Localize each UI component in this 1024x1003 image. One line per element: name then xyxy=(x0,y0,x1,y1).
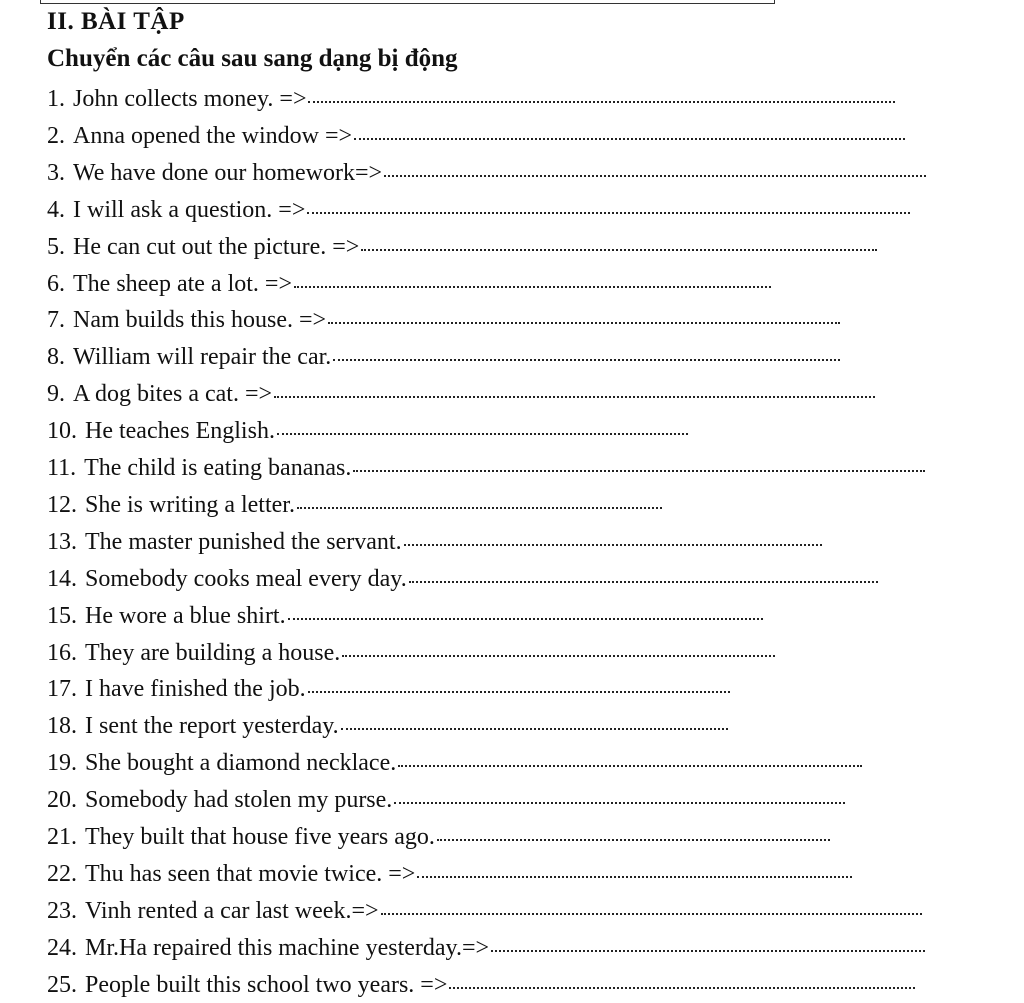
exercise-item xyxy=(47,197,910,227)
exercise-sentence: The child is eating bananas. xyxy=(84,455,352,481)
exercise-item xyxy=(47,750,862,780)
exercise-sentence: They are building a house. xyxy=(85,640,341,666)
exercise-item xyxy=(47,307,840,337)
section-title: II. BÀI TẬP xyxy=(47,8,185,35)
exercise-number: 5. xyxy=(47,234,65,260)
exercise-item xyxy=(47,824,830,854)
answer-blank xyxy=(341,728,728,730)
exercise-sentence: Thu has seen that movie twice. => xyxy=(85,861,416,887)
answer-blank xyxy=(361,249,877,251)
exercise-number: 12. xyxy=(47,492,77,518)
exercise-sentence: Vinh rented a car last week.=> xyxy=(85,898,379,924)
answer-blank xyxy=(274,396,875,398)
exercise-number: 7. xyxy=(47,307,65,333)
exercise-number: 11. xyxy=(47,455,77,481)
answer-blank xyxy=(308,101,895,103)
exercise-item xyxy=(47,566,878,596)
answer-blank xyxy=(354,138,905,140)
exercise-sentence: People built this school two years. => xyxy=(85,972,448,998)
exercise-sentence: Mr.Ha repaired this machine yesterday.=> xyxy=(85,935,490,961)
exercise-number: 6. xyxy=(47,271,65,297)
exercise-number: 23. xyxy=(47,898,77,924)
exercise-item xyxy=(47,972,915,1002)
exercise-item xyxy=(47,418,688,448)
answer-blank xyxy=(288,618,763,620)
answer-blank xyxy=(491,950,925,952)
answer-blank xyxy=(308,691,730,693)
answer-blank xyxy=(353,470,925,472)
exercise-sentence: Somebody had stolen my purse. xyxy=(85,787,393,813)
exercise-sentence: I will ask a question. => xyxy=(73,197,306,223)
exercise-number: 15. xyxy=(47,603,77,629)
exercise-item xyxy=(47,86,895,116)
exercise-sentence: They built that house five years ago. xyxy=(85,824,435,850)
exercise-number: 18. xyxy=(47,713,77,739)
exercise-item xyxy=(47,123,905,153)
exercise-item xyxy=(47,935,925,965)
exercise-item xyxy=(47,381,875,411)
exercise-sentence: He teaches English. xyxy=(85,418,275,444)
exercise-sentence: The master punished the servant. xyxy=(85,529,402,555)
answer-blank xyxy=(342,655,775,657)
exercise-item xyxy=(47,787,845,817)
exercise-number: 4. xyxy=(47,197,65,223)
exercise-number: 25. xyxy=(47,972,77,998)
exercise-item xyxy=(47,160,926,190)
answer-blank xyxy=(307,212,910,214)
exercise-sentence: Anna opened the window => xyxy=(73,123,353,149)
exercise-sentence: He can cut out the picture. => xyxy=(73,234,360,260)
exercise-sentence: We have done our homework=> xyxy=(73,160,383,186)
answer-blank xyxy=(328,322,840,324)
exercise-number: 10. xyxy=(47,418,77,444)
exercise-sentence: She is writing a letter. xyxy=(85,492,295,518)
exercise-number: 8. xyxy=(47,344,65,370)
instruction-heading: Chuyển các câu sau sang dạng bị động xyxy=(47,45,458,72)
answer-blank xyxy=(294,286,771,288)
exercise-sentence: A dog bites a cat. => xyxy=(73,381,273,407)
exercise-number: 22. xyxy=(47,861,77,887)
exercise-item xyxy=(47,676,730,706)
answer-blank xyxy=(398,765,862,767)
exercise-item xyxy=(47,861,852,891)
exercise-item xyxy=(47,492,662,522)
exercise-sentence: William will repair the car. xyxy=(73,344,332,370)
exercise-item xyxy=(47,529,822,559)
exercise-item xyxy=(47,455,925,485)
exercise-sentence: He wore a blue shirt. xyxy=(85,603,286,629)
exercise-sentence: She bought a diamond necklace. xyxy=(85,750,397,776)
exercise-item xyxy=(47,898,922,928)
exercise-sentence: The sheep ate a lot. => xyxy=(73,271,292,297)
exercise-sentence: John collects money. => xyxy=(73,86,307,112)
exercise-sentence: I sent the report yesterday. xyxy=(85,713,339,739)
exercise-number: 17. xyxy=(47,676,77,702)
exercise-item xyxy=(47,271,771,301)
exercise-number: 14. xyxy=(47,566,77,592)
exercise-number: 24. xyxy=(47,935,77,961)
exercise-number: 16. xyxy=(47,640,77,666)
exercise-number: 2. xyxy=(47,123,65,149)
exercise-number: 20. xyxy=(47,787,77,813)
exercise-sentence: Somebody cooks meal every day. xyxy=(85,566,407,592)
answer-blank xyxy=(409,581,878,583)
answer-blank xyxy=(437,839,830,841)
answer-blank xyxy=(381,913,922,915)
answer-blank xyxy=(297,507,662,509)
exercise-sentence: I have finished the job. xyxy=(85,676,306,702)
answer-blank xyxy=(394,802,845,804)
exercise-number: 13. xyxy=(47,529,77,555)
exercise-item xyxy=(47,640,775,670)
exercise-number: 1. xyxy=(47,86,65,112)
answer-blank xyxy=(404,544,822,546)
answer-blank xyxy=(449,987,915,989)
exercise-item xyxy=(47,713,728,743)
answer-blank xyxy=(384,175,926,177)
exercise-sentence: Nam builds this house. => xyxy=(73,307,327,333)
answer-blank xyxy=(277,433,688,435)
exercise-number: 21. xyxy=(47,824,77,850)
exercise-number: 19. xyxy=(47,750,77,776)
answer-blank xyxy=(333,359,840,361)
answer-blank xyxy=(417,876,852,878)
exercise-item xyxy=(47,603,763,633)
exercise-item xyxy=(47,344,840,374)
exercise-number: 3. xyxy=(47,160,65,186)
exercise-item xyxy=(47,234,877,264)
exercise-number: 9. xyxy=(47,381,65,407)
